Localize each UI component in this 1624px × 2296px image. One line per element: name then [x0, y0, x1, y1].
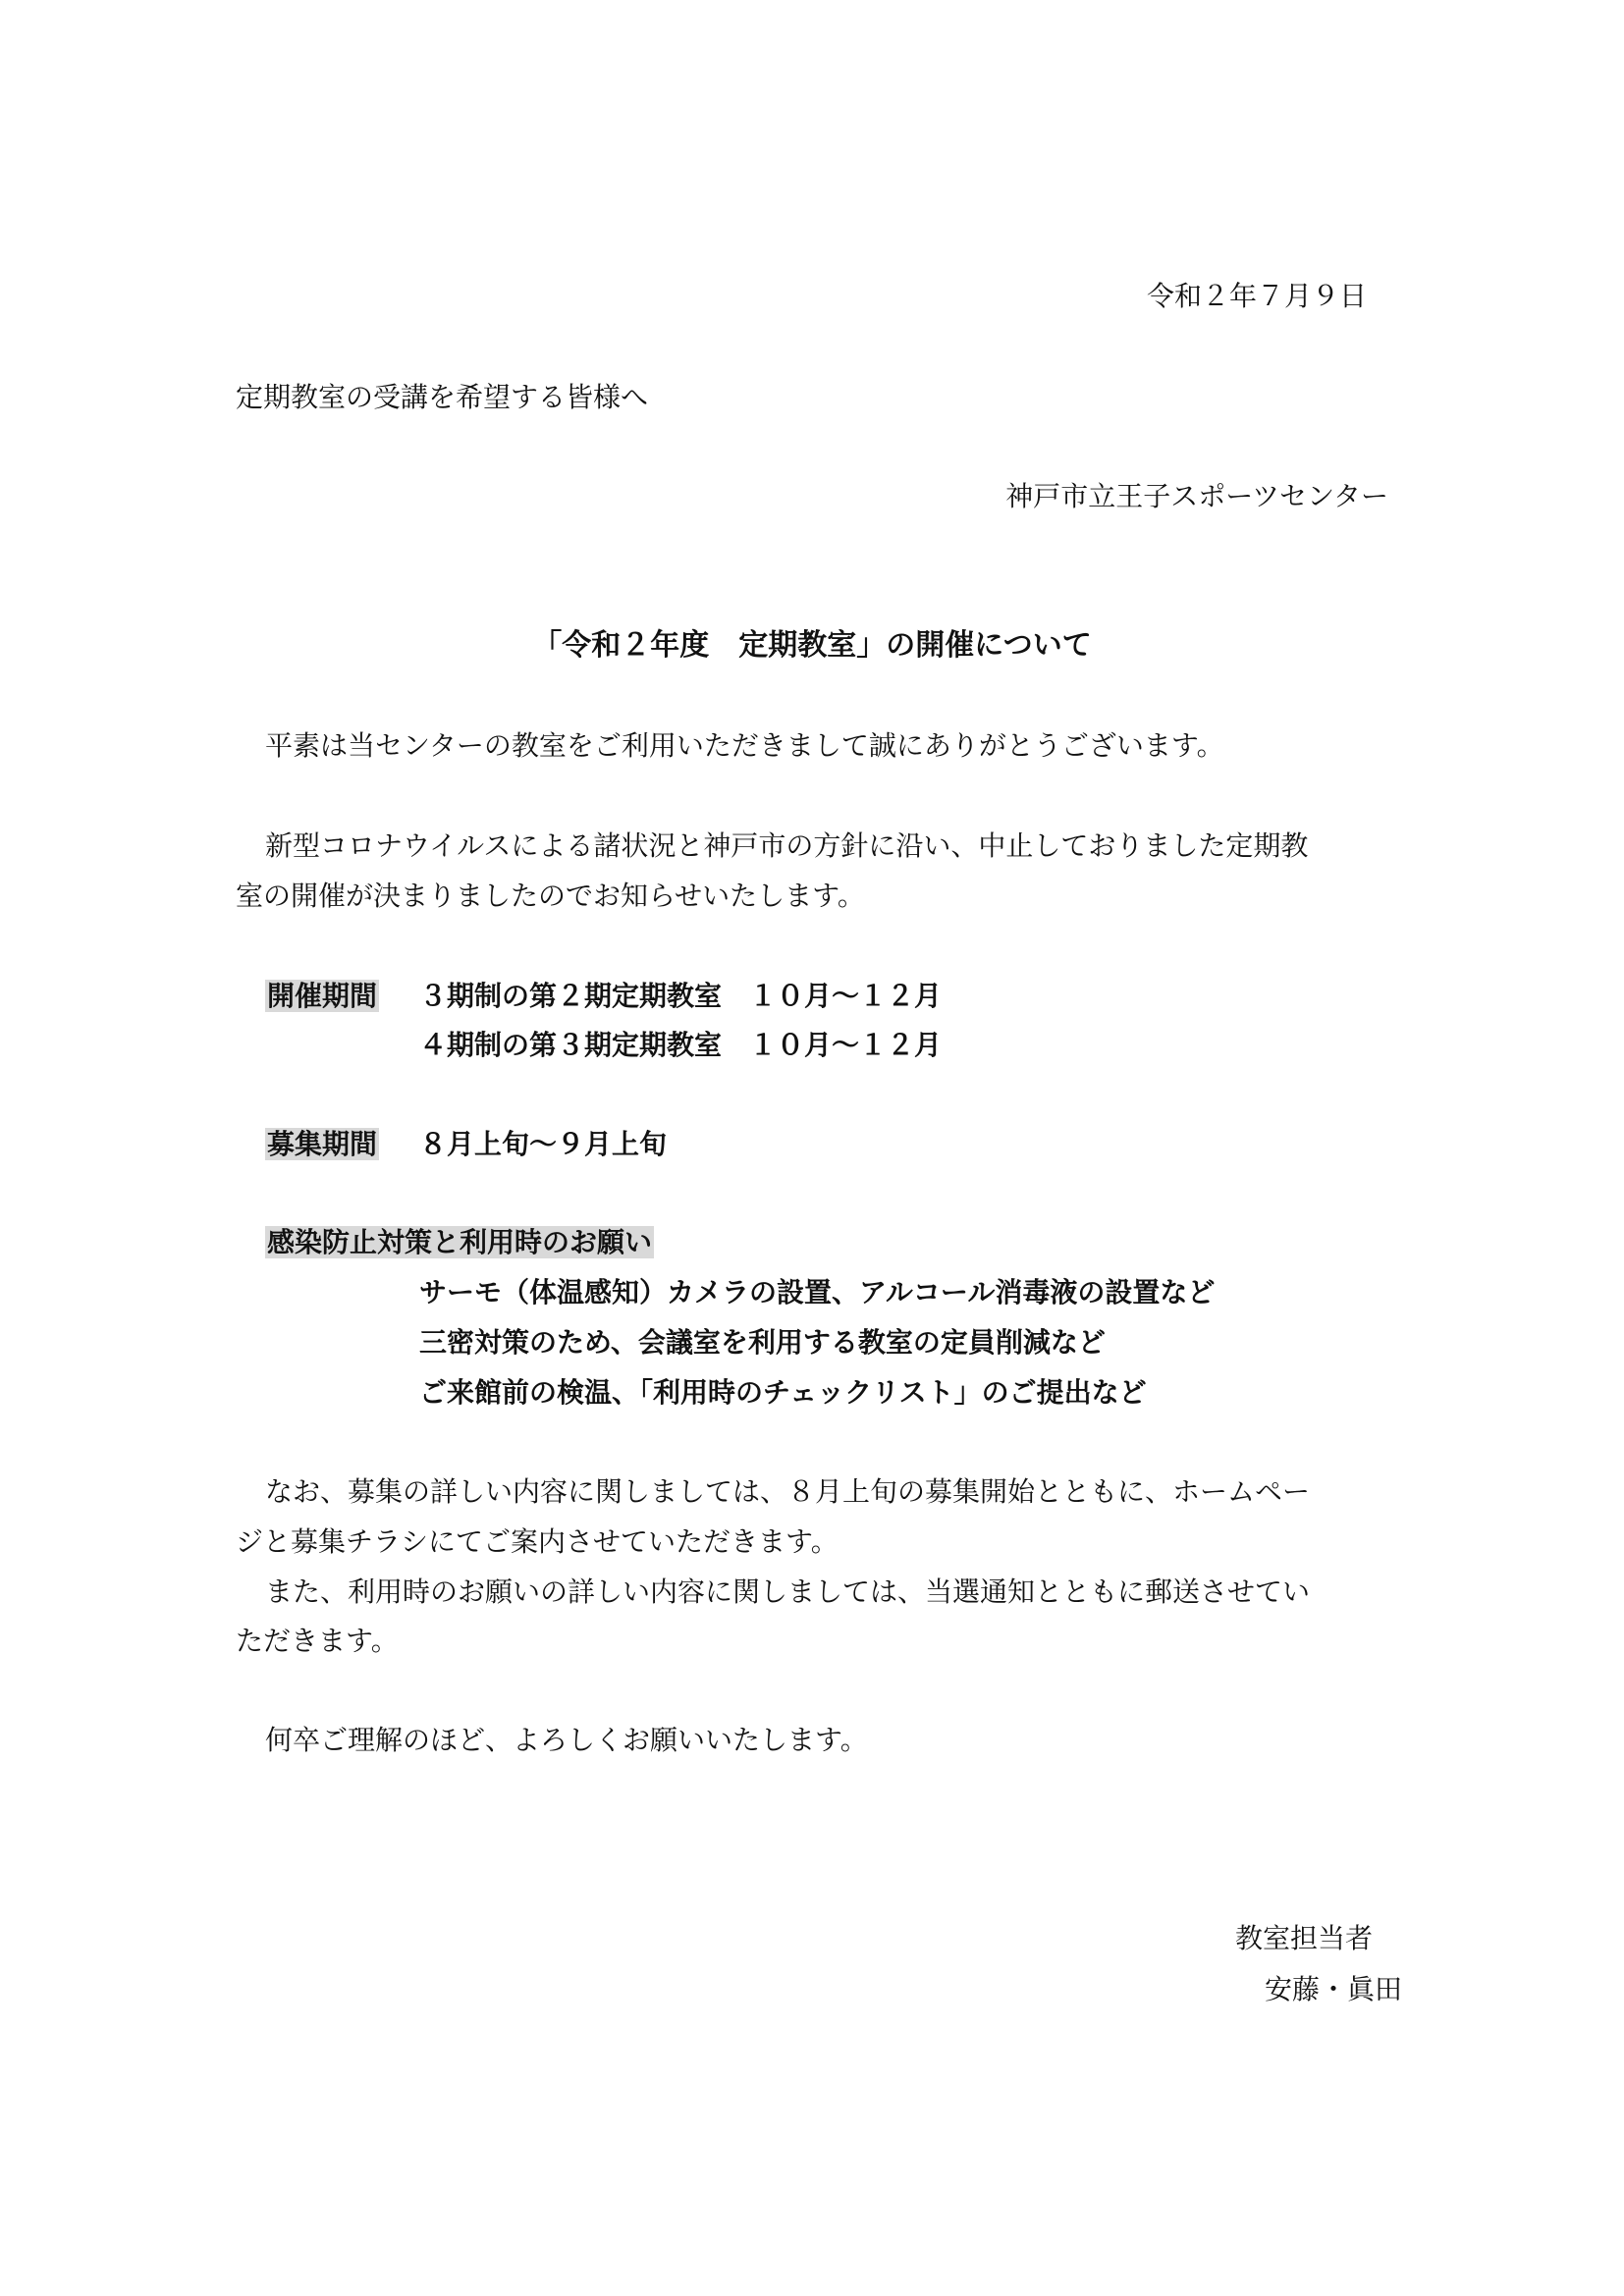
- period-row-1: [265, 977, 943, 1016]
- greeting-paragraph: 平素は当センターの教室をご利用いただきまして誠にありがとうございます。: [265, 729, 1224, 762]
- period-row-2: [419, 1026, 942, 1065]
- document-date: 令和２年７月９日: [1146, 280, 1367, 312]
- measures-item: サーモ（体温感知）カメラの設置、アルコール消毒液の設置など: [419, 1276, 1216, 1308]
- recipient-line: 定期教室の受講を希望する皆様へ: [236, 381, 649, 413]
- intro-paragraph-line-1: 新型コロナウイルスによる諸状況と神戸市の方針に沿い、中止しておりました定期教: [265, 829, 1309, 862]
- recruit-value: ８月上旬～９月上旬: [419, 1128, 668, 1160]
- notes-line-1: なお、募集の詳しい内容に関しましては、８月上旬の募集開始とともに、ホームペー: [265, 1475, 1311, 1508]
- document-title: 「令和２年度 定期教室」の開催について: [532, 628, 1092, 663]
- measures-heading: [265, 1223, 654, 1262]
- recruit-label: 募集期間: [267, 1128, 378, 1160]
- notes-line-4: ただきます。: [236, 1625, 399, 1657]
- closing-line: 何卒ご理解のほど、よろしくお願いいたします。: [265, 1724, 868, 1756]
- recruit-row: [265, 1125, 668, 1164]
- notes-line-2: ジと募集チラシにてご案内させていただきます。: [236, 1525, 839, 1558]
- measures-item: 三密対策のため、会議室を利用する教室の定員削減など: [419, 1326, 1106, 1359]
- notes-line-3: また、利用時のお願いの詳しい内容に関しましては、当選通知とともに郵送させてい: [265, 1575, 1311, 1608]
- intro-paragraph-line-2: 室の開催が決まりましたのでお知らせいたします。: [236, 880, 865, 912]
- measures-label: 感染防止対策と利用時のお願い: [267, 1226, 653, 1258]
- signature-role: 教室担当者: [1234, 1922, 1373, 1954]
- period-label: 開催期間: [267, 980, 378, 1012]
- sender-organization: 神戸市立王子スポーツセンター: [1005, 480, 1388, 512]
- measures-item: ご来館前の検温、「利用時のチェックリスト」のご提出など: [419, 1376, 1147, 1409]
- period-item: ４期制の第３期定期教室 １０月～１２月: [419, 1029, 943, 1061]
- period-item: ３期制の第２期定期教室 １０月～１２月: [419, 980, 943, 1012]
- signature-names: 安藤・眞田: [1264, 1973, 1402, 2005]
